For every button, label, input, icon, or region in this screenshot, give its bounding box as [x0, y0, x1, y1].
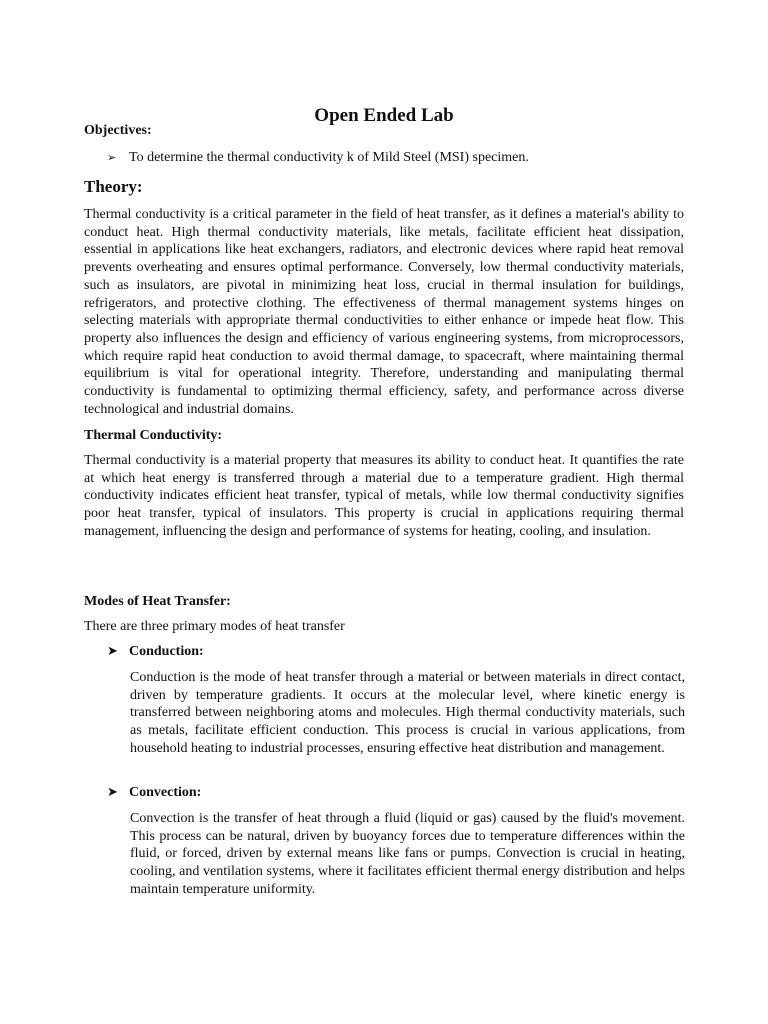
- modes-heading: Modes of Heat Transfer:: [84, 594, 231, 609]
- mode-heading-convection: [107, 784, 201, 802]
- theory-paragraph: Thermal conductivity is a critical parameter in the field of heat transfer, as it defines a material's ability to conduct heat. High thermal conductivity materials, like metals, facilitate efficient heat dissipation, essential in applications like heat exchangers, radiators, and electronic devices where rapid heat removal prevents overheating and ensures optimal performance. Conversely, low thermal conductivity materials, such as insulators, are pivotal in minimizing heat loss, crucial in thermal insulation for buildings, refrigerators, and protective clothing. The effectiveness of thermal management systems hinges on selecting materials with appropriate thermal conductivities to either enhance or impede heat flow. This property also influences the design and efficiency of various engineering systems, from microprocessors, which require rapid heat conduction to avoid thermal damage, to spacecraft, where maintaining thermal equilibrium is vital for operational integrity. Therefore, understanding and manipulating thermal conductivity is fundamental to optimizing thermal efficiency, safety, and performance across diverse technological and industrial domains.: [84, 207, 684, 417]
- mode-heading-text: Conduction:: [129, 644, 204, 659]
- theory-heading: Theory:: [84, 177, 143, 196]
- thermal-conductivity-heading: Thermal Conductivity:: [84, 428, 223, 443]
- arrow-bullet-icon: ➤: [107, 785, 118, 800]
- modes-intro: There are three primary modes of heat transfer: [84, 619, 345, 634]
- thermal-conductivity-paragraph: Thermal conductivity is a material property that measures its ability to conduct heat. It quantifies the rate at which heat energy is transferred through a material due to a temperature gradient. High thermal conductivity indicates efficient heat transfer, typical of metals, while low thermal conductivity signifies poor heat transfer, typical of insulators. This property is crucial in applications requiring thermal management, influencing the design and performance of systems for heating, cooling, and insulation.: [84, 453, 684, 539]
- objective-text: To determine the thermal conductivity k of Mild Steel (MSI) specimen.: [129, 150, 529, 165]
- objective-item: [107, 149, 529, 167]
- arrow-bullet-icon: ➤: [107, 644, 118, 659]
- mode-heading-text: Convection:: [129, 785, 202, 800]
- arrow-bullet-icon: ➢: [107, 151, 117, 164]
- convection-paragraph: Convection is the transfer of heat through a fluid (liquid or gas) caused by the fluid's movement. This process can be natural, driven by buoyancy forces due to temperature differences within the fluid, or forced, driven by external means like fans or pumps. Convection is crucial in heating, cooling, and ventilation systems, where it facilitates efficient thermal energy distribution and helps maintain temperature uniformity.: [130, 811, 685, 897]
- page-title: Open Ended Lab: [314, 105, 454, 126]
- conduction-paragraph: Conduction is the mode of heat transfer through a material or between materials in direct contact, driven by temperature gradients. It occurs at the molecular level, where kinetic energy is transferred between neighboring atoms and molecules. High thermal conductivity materials, such as metals, facilitate efficient conduction. This process is crucial in various applications, from household heating to industrial processes, ensuring effective heat distribution and management.: [130, 670, 685, 756]
- objectives-heading: Objectives:: [84, 123, 152, 138]
- mode-heading-conduction: [107, 643, 204, 661]
